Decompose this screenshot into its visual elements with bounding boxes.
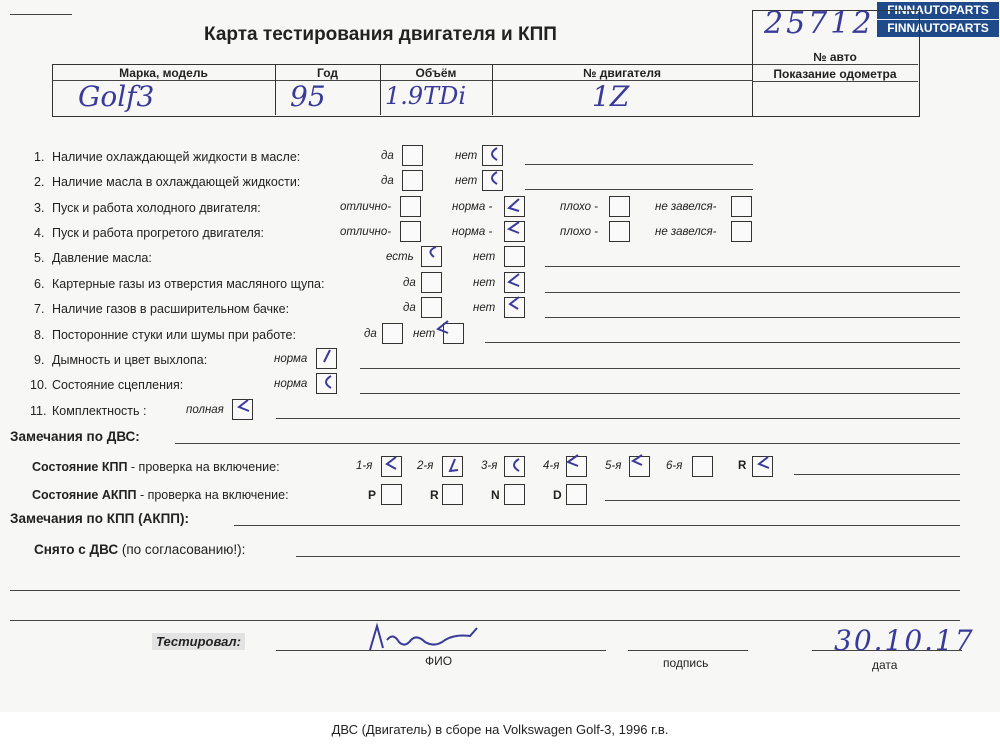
item-8-label: Посторонние стуки или шумы при работе: — [52, 328, 296, 342]
removed-label: Снято с ДВС — [34, 542, 119, 557]
item-7-label: Наличие газов в расширительном бачке: — [52, 302, 290, 316]
header-year: Год — [317, 66, 338, 80]
item-7-no-label: нет — [473, 302, 496, 314]
model-handwritten: Golf3 — [78, 80, 155, 113]
removed-line-3[interactable] — [10, 620, 960, 621]
item-4-excellent-checkbox[interactable] — [400, 221, 421, 242]
item-6-yes-label: да — [403, 277, 416, 289]
item-10-number: 10. — [30, 378, 48, 392]
item-6-yes-checkbox[interactable] — [421, 272, 442, 293]
checkmark-icon — [507, 296, 521, 310]
gear-n-label: N — [491, 488, 500, 502]
item-11-full-label: полная — [186, 404, 224, 416]
checkmark-icon — [424, 245, 438, 259]
removed-suffix: (по согласованию!): — [118, 542, 246, 557]
item-4-bad-checkbox[interactable] — [609, 221, 630, 242]
item-9-label: Дымность и цвет выхлопа: — [52, 353, 208, 367]
removed-line[interactable] — [296, 556, 960, 557]
checkmark-icon — [320, 375, 334, 389]
divider — [752, 64, 918, 65]
item-4-number: 4. — [34, 226, 45, 240]
fio-label: ФИО — [425, 654, 453, 668]
checkmark-icon — [566, 454, 580, 468]
gear-d-checkbox[interactable] — [566, 484, 587, 505]
item-3-number: 3. — [34, 201, 45, 215]
item-2-label: Наличие масла в охлаждающей жидкости: — [52, 175, 301, 189]
auto-number-handwritten: 25712 — [764, 6, 875, 41]
photo-caption: ДВС (Двигатель) в сборе на Volkswagen Golf-3, 1996 г.в. — [331, 722, 669, 737]
item-1-yes-label: да — [381, 150, 394, 162]
gear-akpp-r-label: R — [430, 488, 439, 502]
item-4-bad-label: плохо - — [560, 226, 598, 238]
odometer-label: Показание одометра — [773, 67, 897, 81]
gear-r-label: R — [738, 460, 747, 472]
item-3-normal-label: норма - — [452, 201, 493, 213]
item-1-no-label: нет — [455, 150, 478, 162]
item-9-number: 9. — [34, 353, 45, 367]
header-model: Марка, модель — [119, 66, 208, 80]
removed-label-row — [34, 542, 245, 557]
item-5-no-checkbox[interactable] — [504, 246, 525, 267]
item-3-excellent-label: отлично- — [340, 201, 392, 213]
gear-5-label: 5-я — [605, 460, 622, 472]
removed-line-2[interactable] — [10, 590, 960, 591]
comment-line[interactable] — [276, 418, 960, 419]
checkmark-icon — [507, 273, 521, 287]
item-5-number: 5. — [34, 251, 45, 265]
gear-4-label: 4-я — [543, 460, 560, 472]
item-4-excellent-label: отлично- — [340, 226, 392, 238]
item-2-yes-label: да — [381, 175, 394, 187]
engine-handwritten: 1Z — [592, 80, 630, 113]
brand-watermark: FINNAUTOPARTS — [877, 20, 999, 37]
gear-p-label: P — [368, 488, 377, 502]
item-3-label: Пуск и работа холодного двигателя: — [52, 201, 261, 215]
checkmark-icon — [507, 198, 521, 212]
comment-line[interactable] — [545, 266, 960, 267]
comment-line[interactable] — [525, 164, 753, 165]
item-1-yes-checkbox[interactable] — [402, 145, 423, 166]
item-3-no-start-label: не завелся- — [655, 201, 717, 213]
checkmark-icon — [446, 458, 460, 472]
tested-by-label: Тестировал: — [152, 633, 245, 650]
comment-line[interactable] — [360, 393, 960, 394]
akpp-label-row — [32, 488, 289, 502]
kpp-label-row — [32, 460, 280, 474]
gear-6-label: 6-я — [666, 460, 683, 472]
item-11-number: 11. — [30, 404, 47, 418]
corner-mark — [10, 14, 72, 15]
header-volume: Объём — [415, 66, 457, 80]
checkmark-icon — [436, 320, 450, 334]
item-6-number: 6. — [34, 277, 45, 291]
dvs-remarks-line[interactable] — [175, 443, 960, 444]
item-8-yes-label: да — [364, 328, 377, 340]
gear-6-checkbox[interactable] — [692, 456, 713, 477]
signature-label: подпись — [663, 656, 709, 670]
item-1-number: 1. — [34, 150, 45, 164]
checkmark-icon — [486, 171, 500, 185]
signature-handwritten — [365, 618, 485, 656]
comment-line[interactable] — [485, 342, 960, 343]
item-7-yes-checkbox[interactable] — [421, 297, 442, 318]
checkmark-icon — [630, 454, 644, 468]
checkmark-icon — [236, 399, 250, 413]
comment-line[interactable] — [525, 189, 753, 190]
checkmark-icon — [486, 147, 500, 161]
date-label: дата — [872, 658, 898, 672]
date-handwritten: 30.10.17 — [834, 624, 975, 657]
gear-akpp-r-checkbox[interactable] — [442, 484, 463, 505]
checkmark-icon — [508, 458, 522, 472]
brand-watermark: FINNAUTOPARTS — [877, 2, 999, 19]
akpp-suffix: - проверка на включение: — [136, 488, 289, 502]
header-engine-no: № двигателя — [583, 66, 661, 80]
item-1-label: Наличие охлаждающей жидкости в масле: — [52, 150, 301, 164]
checkmark-icon — [507, 221, 521, 235]
item-4-no-start-label: не завелся- — [655, 226, 717, 238]
auto-no-label: № авто — [813, 50, 857, 64]
item-8-yes-checkbox[interactable] — [382, 323, 403, 344]
page-title: Карта тестирования двигателя и КПП — [204, 24, 557, 45]
signature-line[interactable] — [628, 650, 748, 651]
checkmark-icon — [384, 456, 398, 470]
item-3-excellent-checkbox[interactable] — [400, 196, 421, 217]
item-6-no-label: нет — [473, 277, 496, 289]
item-7-number: 7. — [34, 302, 45, 316]
item-6-label: Картерные газы из отверстия масляного щупа: — [52, 277, 325, 291]
comment-line[interactable] — [605, 500, 960, 501]
checkmark-icon — [320, 349, 334, 363]
item-5-no-label: нет — [473, 251, 496, 263]
item-3-bad-checkbox[interactable] — [609, 196, 630, 217]
item-4-normal-label: норма - — [452, 226, 493, 238]
item-8-no-label: нет — [413, 328, 436, 340]
item-3-no-start-checkbox[interactable] — [731, 196, 752, 217]
comment-line[interactable] — [794, 474, 960, 475]
item-10-normal-label: норма — [274, 378, 308, 390]
item-4-no-start-checkbox[interactable] — [731, 221, 752, 242]
item-4-label: Пуск и работа прогретого двигателя: — [52, 226, 264, 240]
item-7-yes-label: да — [403, 302, 416, 314]
gear-3-label: 3-я — [481, 460, 498, 472]
item-2-yes-checkbox[interactable] — [402, 170, 423, 191]
gear-2-label: 2-я — [417, 460, 434, 472]
year-handwritten: 95 — [290, 80, 326, 113]
kpp-label: Состояние КПП — [32, 460, 128, 474]
item-5-yes-label: есть — [386, 251, 414, 263]
item-8-number: 8. — [34, 328, 45, 342]
kpp-remarks-label: Замечания по КПП (АКПП): — [10, 511, 189, 526]
kpp-remarks-line[interactable] — [234, 525, 960, 526]
dvs-remarks-label: Замечания по ДВС: — [10, 429, 140, 444]
item-3-bad-label: плохо - — [560, 201, 598, 213]
checkmark-icon — [756, 456, 770, 470]
item-9-normal-label: норма — [274, 353, 308, 365]
divider — [52, 80, 752, 81]
comment-line[interactable] — [545, 317, 960, 318]
akpp-label: Состояние АКПП — [32, 488, 137, 502]
gear-1-label: 1-я — [356, 460, 373, 472]
item-2-no-label: нет — [455, 175, 478, 187]
kpp-suffix: - проверка на включение: — [127, 460, 280, 474]
volume-handwritten: 1.9TDi — [385, 82, 467, 110]
gear-n-checkbox[interactable] — [504, 484, 525, 505]
item-10-label: Состояние сцепления: — [52, 378, 184, 392]
item-2-number: 2. — [34, 175, 45, 189]
comment-line[interactable] — [545, 292, 960, 293]
gear-p-checkbox[interactable] — [381, 484, 402, 505]
item-5-label: Давление масла: — [52, 251, 152, 265]
divider — [752, 81, 918, 82]
comment-line[interactable] — [360, 368, 960, 369]
gear-d-label: D — [553, 488, 562, 502]
item-11-label: Комплектность : — [52, 404, 147, 418]
